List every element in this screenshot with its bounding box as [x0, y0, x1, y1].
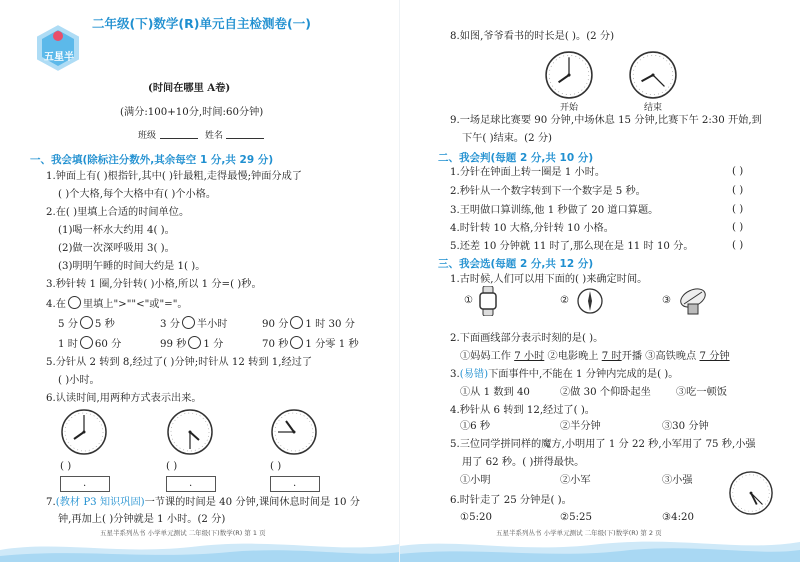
judge-paren[interactable]: ( )	[732, 185, 744, 196]
q4-item: 1 时 60 分	[58, 336, 121, 351]
name-label: 姓名	[205, 131, 224, 141]
section3-title: 三、我会选(每题 2 分,共 12 分)	[438, 258, 594, 270]
choice-q1: 1.古时候,人们可以用下面的( )来确定时间。	[450, 274, 648, 285]
sundial-icon	[676, 284, 710, 316]
judge-item: 4.时针转 10 大格,分针转 10 小格。	[450, 223, 614, 234]
watch-icon	[478, 286, 498, 316]
choice-q2: 2.下面画线部分表示时刻的是( )。	[450, 333, 604, 344]
answer-circle[interactable]	[290, 316, 303, 329]
choice-q5-opt[interactable]: ①小明	[460, 475, 491, 486]
compass-icon	[576, 287, 604, 315]
clock-label: 结束	[644, 103, 663, 113]
q2-3: (3)明明午睡的时间大约是 1( )。	[58, 261, 206, 272]
q1-line2: ( )个大格,每个大格中有( )个小格。	[58, 189, 217, 200]
judge-item: 5.还差 10 分钟就 11 时了,那么现在是 11 时 10 分。	[450, 241, 694, 252]
judge-item: 1.分针在钟面上转一圈是 1 小时。	[450, 167, 606, 178]
name-blank[interactable]	[226, 138, 264, 139]
clock-icon	[166, 408, 214, 456]
q1-line1: 1.钟面上有( )根指针,其中( )针最粗,走得最慢;钟面分成了	[46, 171, 302, 182]
q7-line1: 7.(教材 P3 知识巩固)一节课的时间是 40 分钟,课间休息时间是 10 分	[46, 497, 360, 508]
choice-q3-opt[interactable]: ③吃一顿饭	[676, 387, 727, 398]
logo-text: 五星半	[44, 52, 74, 63]
choice-q6-opt[interactable]: ②5:25	[560, 512, 593, 523]
choice-q3: 3.(易错)下面事件中,不能在 1 分钟内完成的是( )。	[450, 369, 679, 380]
q5-line2: ( )小时。	[58, 375, 100, 386]
q6-answer-paren[interactable]: ( )	[166, 461, 178, 472]
choice-q3-opt[interactable]: ②做 30 个仰卧起坐	[560, 387, 651, 398]
choice-q4-opt[interactable]: ①6 秒	[460, 421, 491, 432]
q7-tag: (教材 P3 知识巩固)	[55, 497, 145, 508]
choice-q1-opt[interactable]: ③	[662, 295, 672, 306]
q4-item: 5 分 5 秒	[58, 316, 115, 331]
score-info: (满分:100+10分,时间:60分钟)	[120, 107, 264, 118]
subtitle: (时间在哪里 A卷)	[148, 82, 231, 94]
judge-paren[interactable]: ( )	[732, 166, 744, 177]
q9-line2: 下午( )结束。(2 分)	[462, 133, 552, 144]
q4-item: 90 分 1 时 30 分	[262, 316, 355, 331]
choice-q5-opt[interactable]: ③小强	[662, 475, 693, 486]
clock-icon	[270, 408, 318, 456]
clock-icon	[544, 50, 594, 100]
answer-circle[interactable]	[188, 336, 201, 349]
footer-left: 五星半系列丛书 小学单元测试 二年级(下)数学(R) 第 1 页	[100, 529, 266, 537]
q2-2: (2)做一次深呼吸用 3( )。	[58, 243, 175, 254]
page-right	[400, 0, 800, 562]
judge-paren[interactable]: ( )	[732, 240, 744, 251]
clock-icon	[628, 50, 678, 100]
choice-q4: 4.秒针从 6 转到 12,经过了( )。	[450, 405, 595, 416]
class-label: 班级	[138, 131, 157, 141]
q4-item: 3 分 半小时	[160, 316, 227, 331]
footer-right: 五星半系列丛书 小学单元测试 二年级(下)数学(R) 第 2 页	[496, 529, 662, 537]
choice-q6: 6.时针走了 25 分钟是( )。	[450, 495, 572, 506]
section2-title: 二、我会判(每题 2 分,共 10 分)	[438, 152, 594, 164]
q4-item: 99 秒 1 分	[160, 336, 223, 351]
q3: 3.秒针转 1 圈,分针转( )小格,所以 1 分=( )秒。	[46, 279, 262, 290]
class-blank[interactable]	[160, 138, 198, 139]
choice-q6-opt[interactable]: ③4:20	[662, 512, 695, 523]
q2-1: (1)喝一杯水大约用 4( )。	[58, 225, 175, 236]
judge-item: 2.秒针从一个数字转到下一个数字是 5 秒。	[450, 186, 646, 197]
answer-circle[interactable]	[80, 336, 93, 349]
q4	[46, 296, 188, 311]
choice-q4-opt[interactable]: ②半分钟	[560, 421, 601, 432]
choice-q4-opt[interactable]: ③30 分钟	[662, 421, 709, 432]
choice-q2-opts: ①妈妈工作 7 小时 ②电影晚上 7 时开播 ③高铁晚点 7 分钟	[460, 351, 730, 362]
q4-item: 70 秒 1 分零 1 秒	[262, 336, 359, 351]
answer-circle[interactable]	[182, 316, 195, 329]
answer-circle[interactable]	[290, 336, 303, 349]
q6-answer-paren[interactable]: ( )	[60, 461, 72, 472]
clock-icon	[728, 470, 774, 516]
q6-answer-box[interactable]: .	[60, 476, 110, 492]
q6-answer-box[interactable]: .	[270, 476, 320, 492]
q2: 2.在( )里填上合适的时间单位。	[46, 207, 190, 218]
choice-q1-opt[interactable]: ②	[560, 295, 570, 306]
q8: 8.如图,爷爷看书的时长是( )。(2 分)	[450, 31, 615, 42]
q6-answer-box[interactable]: .	[166, 476, 216, 492]
judge-item: 3.王明做口算训练,他 1 秒做了 20 道口算题。	[450, 205, 659, 216]
choice-q6-opt[interactable]: ①5:20	[460, 512, 493, 523]
page-title: 二年级(下)数学(R)单元自主检测卷(一)	[92, 16, 311, 31]
choice-q3-opt[interactable]: ①从 1 数到 40	[460, 387, 530, 398]
choice-q5-line1: 5.三位同学拼同样的魔方,小明用了 1 分 22 秒,小军用了 75 秒,小强	[450, 439, 756, 450]
q5-line1: 5.分针从 2 转到 8,经过了( )分钟;时针从 12 转到 1,经过了	[46, 357, 313, 368]
judge-paren[interactable]: ( )	[732, 204, 744, 215]
q4-post: 里填上">""<"或"="。	[82, 299, 188, 310]
choice-q1-opt[interactable]: ①	[464, 295, 474, 306]
judge-paren[interactable]: ( )	[732, 222, 744, 233]
q3-tag: (易错)	[459, 369, 489, 380]
clock-icon	[60, 408, 108, 456]
section1-title: 一、我会填(除标注分数外,其余每空 1 分,共 29 分)	[30, 154, 274, 166]
compare-circle-icon	[68, 296, 81, 309]
q7-line2: 钟,再加上( )分钟就是 1 小时。(2 分)	[58, 514, 226, 525]
q6: 6.认读时间,用两种方式表示出来。	[46, 393, 202, 404]
choice-q5-opt[interactable]: ②小军	[560, 475, 591, 486]
answer-circle[interactable]	[80, 316, 93, 329]
q4-pre: 4.在	[46, 299, 66, 310]
clock-label: 开始	[560, 103, 579, 113]
q9-line1: 9.一场足球比赛要 90 分钟,中场休息 15 分钟,比赛下午 2:30 开始,到	[450, 115, 762, 126]
q6-answer-paren[interactable]: ( )	[270, 461, 282, 472]
choice-q5-line2: 用了 62 秒。( )拼得最快。	[462, 457, 585, 468]
